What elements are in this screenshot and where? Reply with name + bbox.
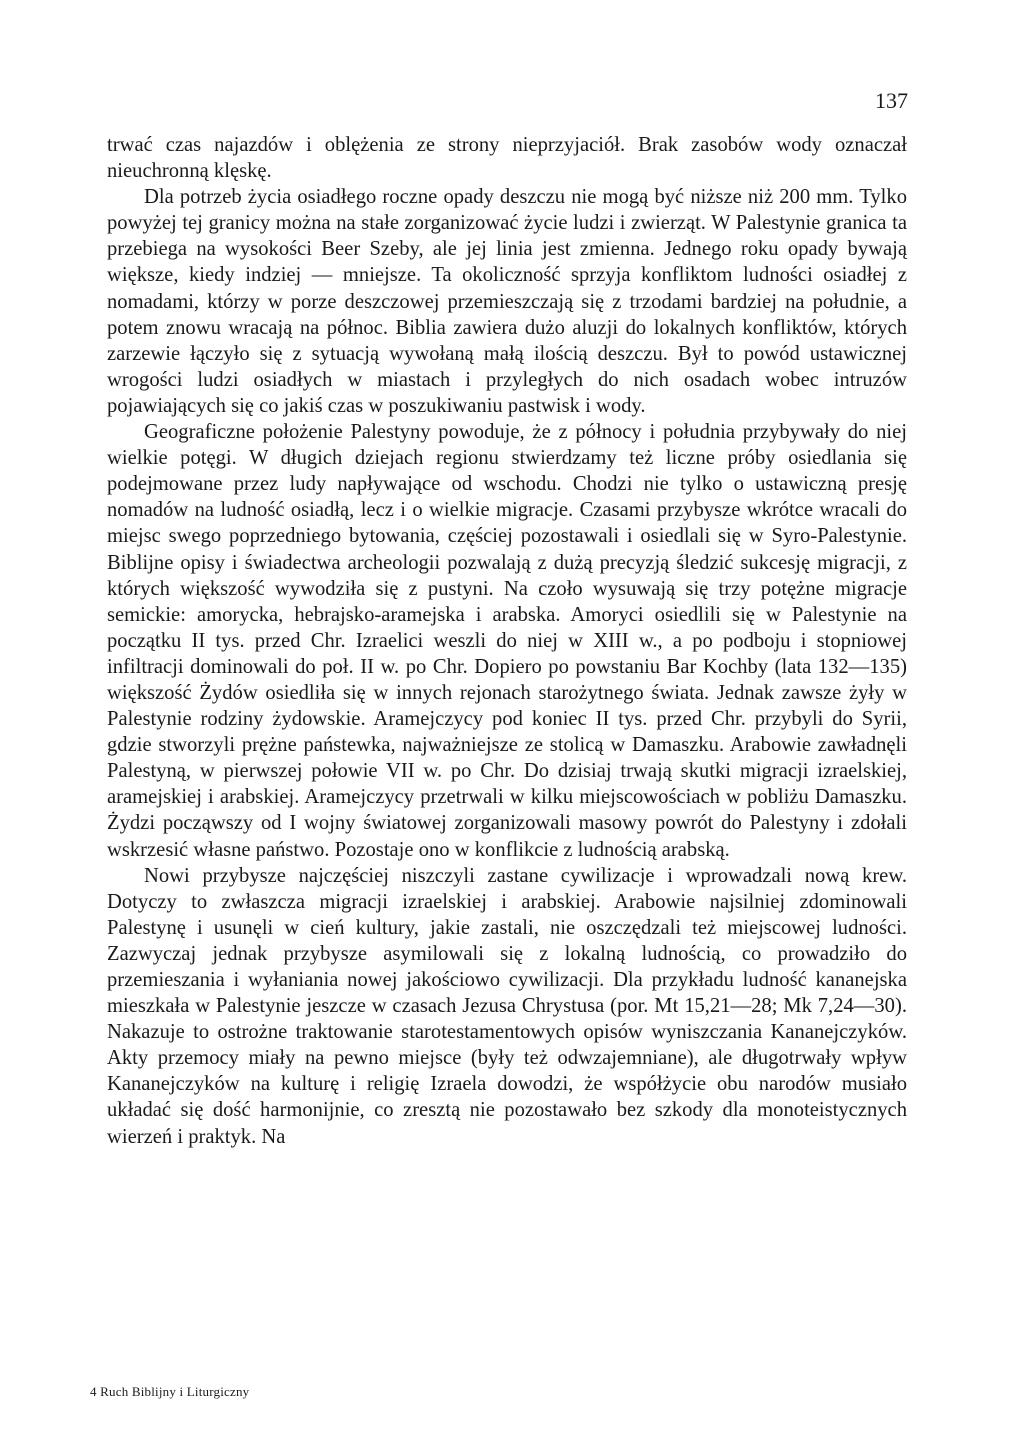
paragraph-continued: trwać czas najazdów i oblężenia ze strony nieprzyjaciół. Brak zasobów wody oznaczał nieuchronną klęskę. bbox=[107, 134, 907, 183]
paragraph-rainfall: Dla potrzeb życia osiadłego roczne opady deszczu nie mogą być niższe niż 200 mm. Tylko powyżej tej granicy można na stałe zorganizować życie ludzi i zwierząt. W Palestynie granica ta przebiega na wysokości Beer Szeby, ale jej linia jest zmienna. Jednego roku opady bywają większe, kiedy indziej — mniejsze. Ta okoliczność sprzyja konfliktom ludności osiadłej z nomadami, którzy w porze deszczowej przemieszczają się z trzodami bardziej na południe, a potem znowu wracają na północ. Biblia zawiera dużo aluzji do lokalnych konfliktów, których zarzewie łączyło się z sytuacją wywołaną małą ilością deszczu. Był to powód ustawicznej wrogości ludzi osiadłych w miastach i przyległych do nich osadach wobec intruzów pojawiających się co jakiś czas w poszukiwaniu pastwisk i wody. bbox=[107, 186, 907, 417]
footer-signature: 4 Ruch Biblijny i Liturgiczny bbox=[90, 1384, 250, 1399]
paragraph-migrations: Geograficzne położenie Palestyny powoduje, że z północy i południa przybywały do niej wielkie potęgi. W długich dziejach regionu stwierdzamy też liczne próby osiedlania się podejmowane przez ludy napływające od wschodu. Chodzi nie tylko o ustawiczną presję nomadów na ludność osiadłą, lecz i o wielkie migracje. Czasami przybysze wkrótce wracali do miejsc swego poprzedniego bytowania, częściej pozostawali i osiedlali się w Syro-Palestynie. Biblijne opisy i świadectwa archeologii pozwalają z dużą precyzją śledzić sukcesję migracji, z których większość wywodziła się z pustyni. Na czoło wysuwają się trzy potężne migracje semickie: amorycka, hebrajsko-aramejska i arabska. Amoryci osiedlili się w Palestynie na początku II tys. przed Chr. Izraelici weszli do niej w XIII w., a po podboju i stopniowej infiltracji dominowali do poł. II w. po Chr. Dopiero po powstaniu Bar Kochby (lata 132—135) większość Żydów osiedliła się w innych rejonach starożytnego świata. Jednak zawsze żyły w Palestynie rodziny żydowskie. Aramejczycy pod koniec II tys. przed Chr. przybyli do Syrii, gdzie stworzyli prężne państewka, najważniejsze ze stolicą w Damaszku. Arabowie zawładnęli Palestyną, w pierwszej połowie VII w. po Chr. Do dzisiaj trwają skutki migracji izraelskiej, aramejskiej i arabskiej. Aramejczycy przetrwali w kilku miejscowościach w pobliżu Damaszku. Żydzi począwszy od I wojny światowej zorganizowali masowy powrót do Palestyny i zdołali wskrzesić własne państwo. Pozostaje ono w konflikcie z ludnością arabską. bbox=[107, 421, 907, 861]
body-text bbox=[107, 132, 907, 1150]
page-number: 137 bbox=[875, 88, 908, 113]
paragraph-newcomers: Nowi przybysze najczęściej niszczyli zastane cywilizacje i wprowadzali nową krew. Dotyczy to zwłaszcza migracji izraelskiej i arabskiej. Arabowie najsilniej zdominowali Palestynę i usunęli w cień kultury, jakie zastali, nie oszczędzali też miejscowej ludności. Zazwyczaj jednak przybysze asymilowali się z lokalną ludnością, co prowadziło do przemieszania i wyłaniania nowej jakościowo cywilizacji. Dla przykładu ludność kananejska mieszkała w Palestynie jeszcze w czasach Jezusa Chrystusa (por. Mt 15,21—28; Mk 7,24—30). Nakazuje to ostrożne traktowanie starotestamentowych opisów wyniszczania Kananejczyków. Akty przemocy miały na pewno miejsce (były też odwzajemniane), ale długotrwały wpływ Kananejczyków na kulturę i religię Izraela dowodzi, że współżycie obu narodów musiało układać się dość harmonijnie, co zresztą nie pozostawało bez szkody dla monoteistycznych wierzeń i praktyk. Na bbox=[107, 864, 907, 1148]
